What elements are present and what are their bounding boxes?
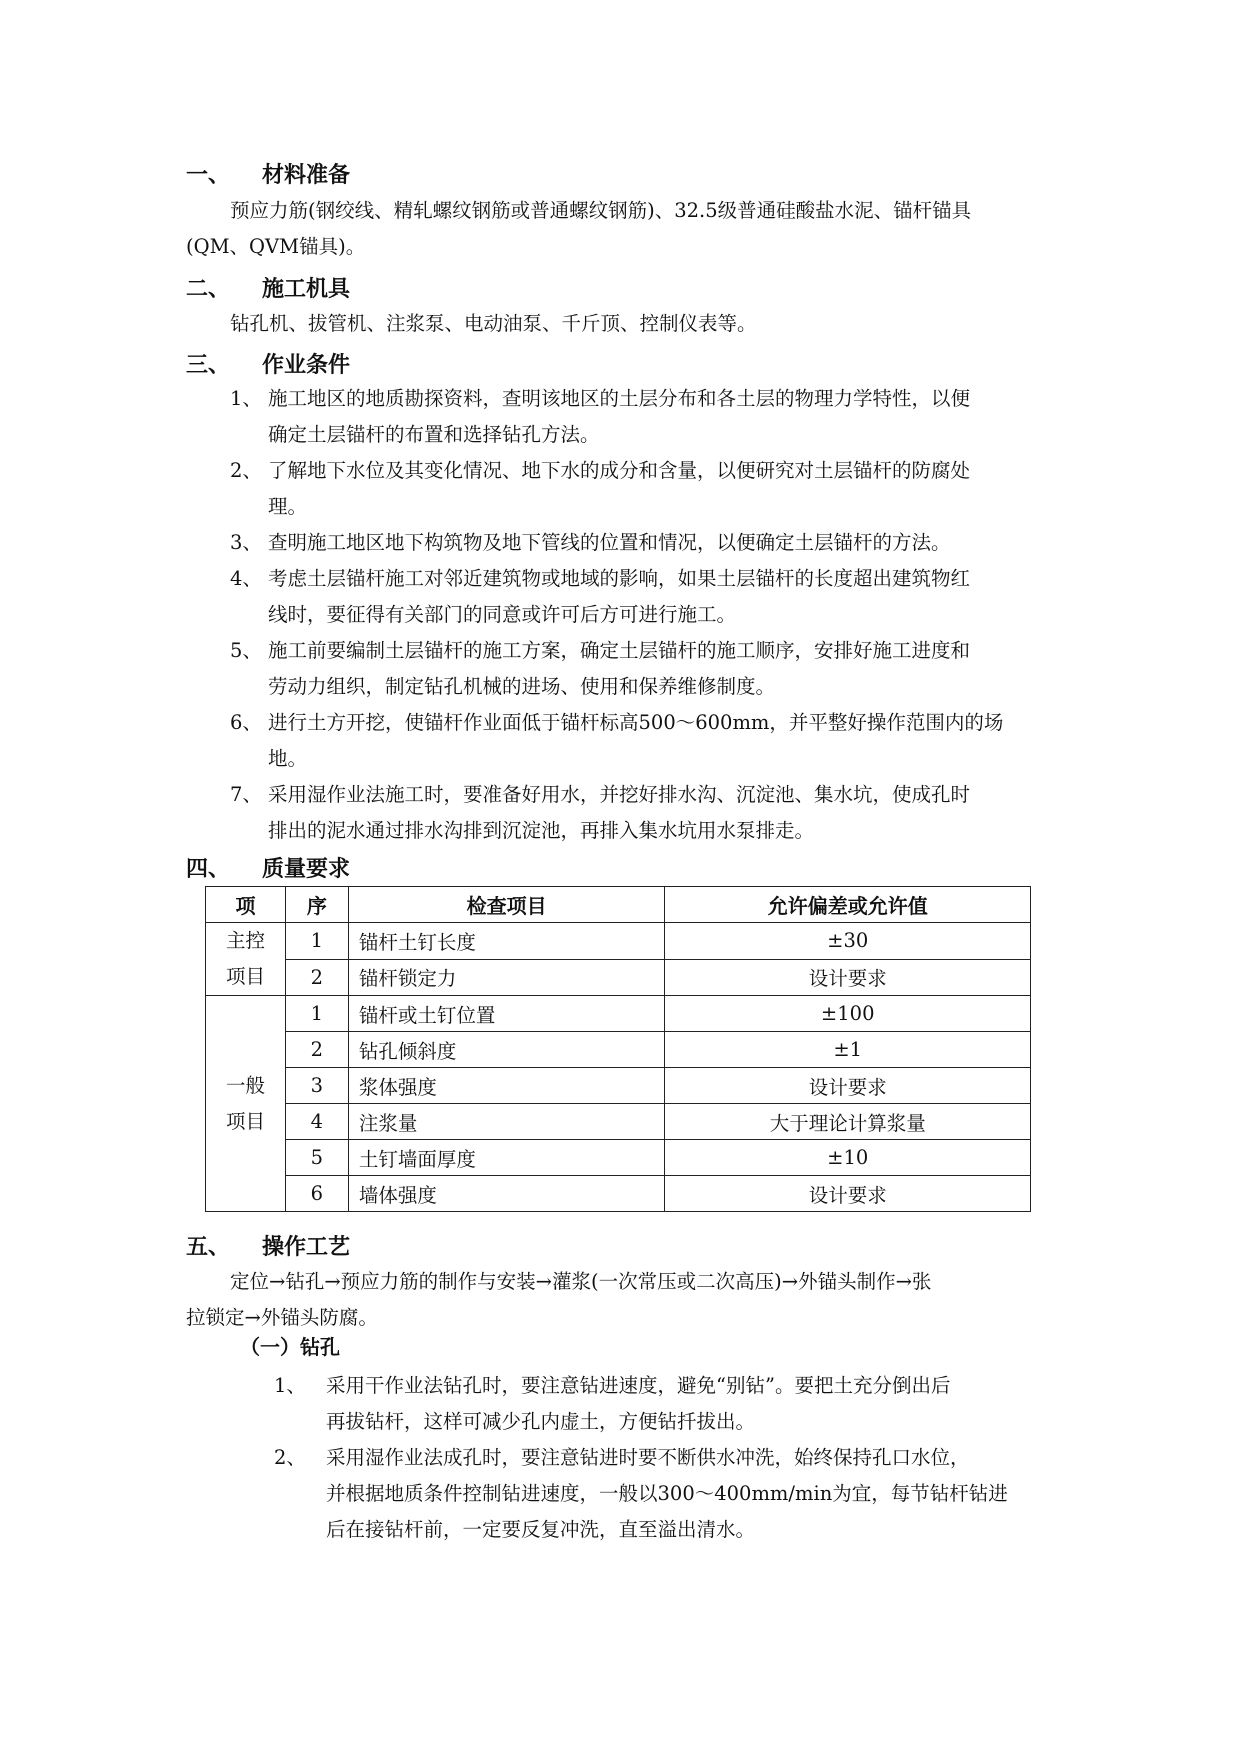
table-row [206, 1104, 1031, 1140]
row-value: 设计要求 [665, 959, 1031, 996]
section-heading-2: 二、 施工机具 [186, 277, 351, 302]
section-heading-4: 四、 质量要求 [186, 857, 351, 882]
row-item: 注浆量 [348, 1104, 665, 1140]
table-row [206, 1032, 1031, 1068]
row-item: 锚杆土钉长度 [348, 923, 665, 960]
tools-text: 钻孔机、拔管机、注浆泵、电动油泵、千斤顶、控制仪表等。 [230, 312, 757, 335]
row-item: 锚杆或土钉位置 [348, 996, 665, 1032]
table-row [206, 1140, 1031, 1176]
row-value: 设计要求 [665, 1068, 1031, 1104]
row-seq: 1 [285, 923, 348, 960]
table-row [206, 996, 1031, 1032]
process-text-line1: 定位→钻孔→预应力筋的制作与安装→灌浆(一次常压或二次高压)→外锚头制作→张 [230, 1270, 932, 1293]
section-heading-5: 五、 操作工艺 [186, 1235, 351, 1260]
section-heading-3: 三、 作业条件 [186, 353, 351, 378]
row-value: 设计要求 [665, 1176, 1031, 1212]
row-seq: 1 [285, 996, 348, 1032]
section-heading-1: 一、 材料准备 [186, 163, 351, 188]
header-tolerance: 允许偏差或允许值 [665, 887, 1031, 923]
header-item: 检查项目 [348, 887, 665, 923]
table-row [206, 1176, 1031, 1212]
row-seq: 3 [285, 1068, 348, 1104]
process-text-line2: 拉锁定→外锚头防腐。 [186, 1306, 378, 1329]
row-value: ±30 [665, 923, 1031, 960]
row-value: 大于理论计算浆量 [665, 1104, 1031, 1140]
row-value: ±10 [665, 1140, 1031, 1176]
group-label-main: 主控 项目 [206, 923, 286, 996]
row-seq: 4 [285, 1104, 348, 1140]
table-row [206, 959, 1031, 996]
row-seq: 2 [285, 959, 348, 996]
group-label-general: 一般 项目 [206, 996, 286, 1212]
header-category: 项 [206, 887, 286, 923]
row-item: 土钉墙面厚度 [348, 1140, 665, 1176]
row-seq: 5 [285, 1140, 348, 1176]
table-header-row [206, 887, 1031, 923]
row-item: 钻孔倾斜度 [348, 1032, 665, 1068]
header-seq: 序 [285, 887, 348, 923]
row-seq: 2 [285, 1032, 348, 1068]
table-row [206, 1068, 1031, 1104]
subsection-heading-drilling: （一）钻孔 [240, 1335, 340, 1359]
row-item: 浆体强度 [348, 1068, 665, 1104]
quality-table [205, 886, 1031, 1212]
row-value: ±100 [665, 996, 1031, 1032]
materials-text-line2: (QM、QVM锚具)。 [186, 235, 366, 258]
document-page: 一、 材料准备 预应力筋(钢绞线、精轧螺纹钢筋或普通螺纹钢筋)、32.5级普通硅酸盐水泥、锚杆锚具 (QM、QVM锚具)。 二、 施工机具 钻孔机、拔管机、注浆泵、电动油泵、千斤顶、控制仪表等。 三、 作业条件 1、 施工地区的地质勘探资料，查明该地区的土层分布和各土层的物理力学特性，以便 确定土层锚杆的布置和选择钻孔方法。 2、 了解地下水位及其变化情况、地下水的成分和含量，以便研究对土层锚杆的防腐处 理。 3、 查明施工地区地下构筑物及地下管线的位置和情况，以便确定土层锚杆的方法。 4、 考虑土层锚杆施工对邻近建筑物或地域的影响，如果土层锚杆的长度超出建筑物红 线时，要征得有关部门的同意或许可后方可进行施工。 5、 施工前要编制土层锚杆的施工方案，确定土层锚杆的施工顺序，安排好施工进度和 劳动力组织，制定钻孔机械的进场、使用和保养维修制度。 6、 进行土方开挖，使锚杆作业面低于锚杆标高500～600mm，并平整好操作范围内的场 地。 7、 采用湿作业法施工时，要准备好用水，并挖好排水沟、沉淀池、集水坑，使成孔时 排出的泥水通过排水沟排到沉淀池，再排入集水坑用水泵排走。 四、 质量要求 项 序 检查项目 允许偏差或允许值 主控 项目 1 锚杆土钉长度 ±30 2 锚杆锁定力 设计要求 一般 项目 1 锚杆或土钉位置 ±100 2 钻孔倾斜度 ±1 3 浆体强度 设计要求 4 注浆量 大于理论计算浆量 5 土钉墙面厚度 ±10 6 墙体强度 设计要求 五、 操作工艺 定位→钻孔→预应力筋的制作与安装→灌浆(一次常压或二次高压)→外锚头制作→张 拉锁定→外锚头防腐。 （一）钻孔 1、 采用干作业法钻孔时，要注意钻进速度，避免“别钻”。要把土充分倒出后 再拔钻杆，这样可减少孔内虚土，方便钻扦拔出。 2、 采用湿作业法成孔时，要注意钻进时要不断供水冲洗，始终保持孔口水位， 并根据地质条件控制钻进速度，一般以300～400mm/min为宜，每节钻杆钻进 后在接钻杆前，一定要反复冲洗，直至溢出清水。 [0, 0, 1241, 1754]
row-value: ±1 [665, 1032, 1031, 1068]
table-row [206, 923, 1031, 960]
materials-text-line1: 预应力筋(钢绞线、精轧螺纹钢筋或普通螺纹钢筋)、32.5级普通硅酸盐水泥、锚杆锚具 [230, 199, 972, 222]
row-item: 墙体强度 [348, 1176, 665, 1212]
row-item: 锚杆锁定力 [348, 959, 665, 996]
row-seq: 6 [285, 1176, 348, 1212]
